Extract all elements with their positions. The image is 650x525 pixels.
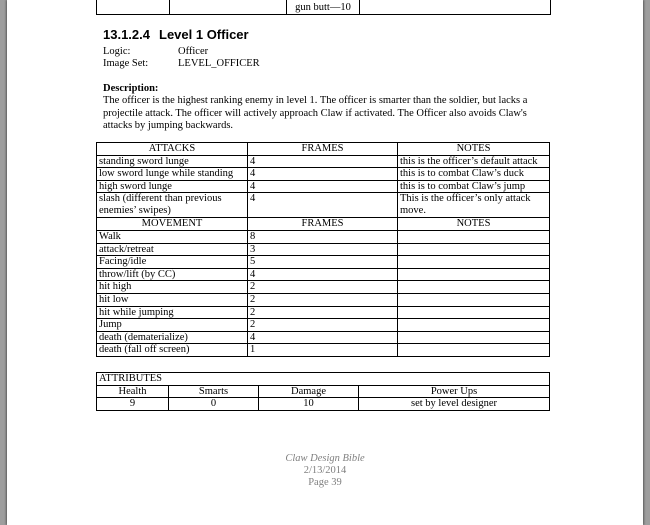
smarts-value: 0 [169,398,259,411]
footer-date: 2/13/2014 [303,465,347,476]
attack-frames: 4 [248,168,398,181]
table-row [97,306,550,319]
movement-frames: 8 [248,230,398,243]
table-row [97,256,550,269]
movement-frames: 1 [248,344,398,357]
damage-value: 10 [259,398,359,411]
footer-page-number: Page 39 [308,477,342,488]
movement-notes [398,243,550,256]
movement-notes [398,268,550,281]
table-row [97,180,550,193]
table-row [97,193,550,218]
attributes-table [96,372,550,411]
movement-name: Walk [97,230,248,243]
table-row [97,281,550,294]
table-row [97,331,550,344]
section-heading [103,27,249,42]
movement-frames: 4 [248,268,398,281]
powerups-header: Power Ups [359,385,550,398]
movement-name: hit low [97,293,248,306]
footer-doc-title: Claw Design Bible [285,453,365,464]
attacks-movement-table [96,142,550,357]
fragment-cell-2 [170,0,287,15]
attack-name: slash (different than previous enemies’ swipes) [97,193,248,218]
attacks-header-row [97,143,550,156]
movement-frames: 4 [248,331,398,344]
table-row [97,319,550,332]
movement-notes [398,230,550,243]
imageset-value: LEVEL_OFFICER [178,58,260,69]
logic-line [103,46,208,57]
table-row [97,230,550,243]
previous-table-fragment [96,0,551,15]
movement-notes [398,281,550,294]
attacks-section [97,143,550,218]
notes-header: NOTES [398,218,550,231]
movement-header: MOVEMENT [97,218,248,231]
attack-notes: This is the officer’s only attack move. [398,193,550,218]
table-row [97,268,550,281]
fragment-cell-3: gun butt—10 [287,0,360,15]
document-page [7,0,643,525]
movement-header-row [97,218,550,231]
attributes-title: ATTRIBUTES [97,373,550,386]
attributes-header-row [97,385,550,398]
fragment-cell-1 [97,0,170,15]
table-row [97,168,550,181]
powerups-value: set by level designer [359,398,550,411]
attack-name: low sword lunge while standing [97,168,248,181]
movement-name: hit while jumping [97,306,248,319]
table-row [97,293,550,306]
movement-frames: 3 [248,243,398,256]
attributes-title-row [97,373,550,386]
table-row [97,155,550,168]
movement-name: death (dematerialize) [97,331,248,344]
description-title: Description: [103,83,159,94]
description-text: The officer is the highest ranking enemy in level 1. The officer is smarter than the soldier, but lacks a projectile attack. The officer will actively approach Claw if activated. The Officer also avoids Claw's attacks by jumping backwards. [103,95,528,131]
movement-name: death (fall off screen) [97,344,248,357]
health-value: 9 [97,398,169,411]
movement-name: throw/lift (by CC) [97,268,248,281]
movement-notes [398,256,550,269]
movement-frames: 2 [248,306,398,319]
movement-section [97,218,550,357]
imageset-label: Image Set: [103,58,149,69]
movement-notes [398,344,550,357]
attack-frames: 4 [248,180,398,193]
section-number: 13.1.2.4 [103,27,150,42]
frames-header: FRAMES [248,143,398,156]
movement-frames: 2 [248,293,398,306]
movement-name: attack/retreat [97,243,248,256]
fragment-cell-4 [360,0,551,15]
smarts-header: Smarts [169,385,259,398]
frames-header: FRAMES [248,218,398,231]
attack-notes: this is to combat Claw’s duck [398,168,550,181]
attack-frames: 4 [248,155,398,168]
health-header: Health [97,385,169,398]
movement-frames: 2 [248,281,398,294]
table-row [97,243,550,256]
movement-name: Jump [97,319,248,332]
attack-notes: this is the officer’s default attack [398,155,550,168]
table-row [97,344,550,357]
movement-notes [398,293,550,306]
attack-notes: this is to combat Claw’s jump [398,180,550,193]
movement-notes [398,319,550,332]
attack-name: standing sword lunge [97,155,248,168]
movement-notes [398,331,550,344]
logic-label: Logic: [103,46,131,57]
imageset-line [103,58,260,69]
attack-frames: 4 [248,193,398,218]
movement-name: Facing/idle [97,256,248,269]
movement-frames: 2 [248,319,398,332]
damage-header: Damage [259,385,359,398]
notes-header: NOTES [398,143,550,156]
section-title: Level 1 Officer [159,27,249,42]
movement-notes [398,306,550,319]
movement-frames: 5 [248,256,398,269]
movement-name: hit high [97,281,248,294]
logic-value: Officer [178,46,209,57]
attributes-value-row [97,398,550,411]
attack-name: high sword lunge [97,180,248,193]
attacks-header: ATTACKS [97,143,248,156]
